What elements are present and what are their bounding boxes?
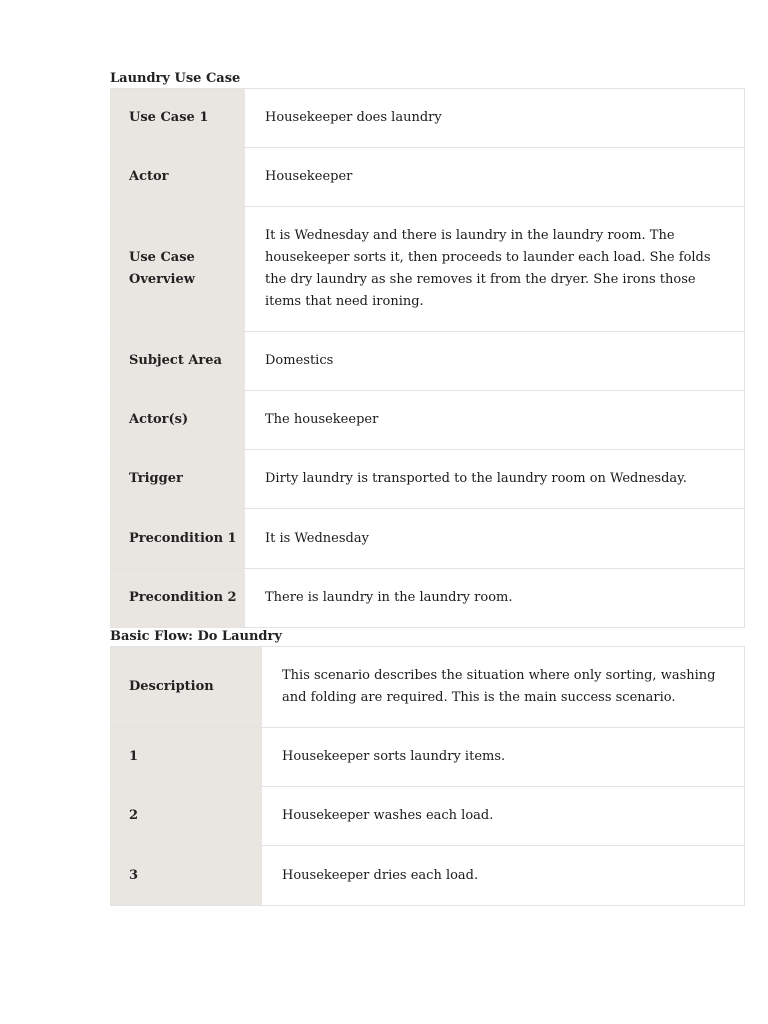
row-value: This scenario describes the situation where only sorting, washing and folding are required. This is the main success scenario. — [262, 647, 745, 728]
row-label: Precondition 1 — [110, 509, 245, 569]
table-row — [110, 509, 745, 569]
table-row — [110, 728, 745, 787]
table-row — [110, 332, 745, 391]
row-label: 2 — [110, 787, 262, 846]
row-label: Use Case 1 — [110, 89, 245, 148]
row-value: There is laundry in the laundry room. — [245, 569, 745, 628]
row-value: Domestics — [245, 332, 745, 391]
row-value: Housekeeper washes each load. — [262, 787, 745, 846]
row-label: Trigger — [110, 450, 245, 509]
row-label: Description — [110, 647, 262, 728]
table-row — [110, 787, 745, 846]
row-value: The housekeeper — [245, 391, 745, 450]
use-case-heading: Laundry Use Case — [110, 71, 241, 86]
row-value: It is Wednesday — [245, 509, 745, 569]
row-label: Actor(s) — [110, 391, 245, 450]
table-row — [110, 391, 745, 450]
row-value: Housekeeper dries each load. — [262, 846, 745, 906]
table-row — [110, 569, 745, 628]
basic-flow-table — [110, 646, 745, 906]
row-label: Precondition 2 — [110, 569, 245, 628]
table-row — [110, 148, 745, 207]
row-value: It is Wednesday and there is laundry in the laundry room. The housekeeper sorts it, then proceeds to launder each load. She folds the dry laundry as she removes it from the dryer. She irons those items that need ironing. — [245, 207, 745, 332]
row-value: Dirty laundry is transported to the laundry room on Wednesday. — [245, 450, 745, 509]
table-row — [110, 207, 745, 332]
row-value: Housekeeper does laundry — [245, 89, 745, 148]
basic-flow-heading: Basic Flow: Do Laundry — [110, 629, 282, 644]
row-label: Actor — [110, 148, 245, 207]
table-row — [110, 89, 745, 148]
row-value: Housekeeper — [245, 148, 745, 207]
row-value: Housekeeper sorts laundry items. — [262, 728, 745, 787]
row-label: Subject Area — [110, 332, 245, 391]
use-case-table — [110, 88, 745, 628]
table-row — [110, 846, 745, 906]
row-label: Use Case Overview — [110, 207, 245, 332]
row-label: 1 — [110, 728, 262, 787]
row-label: 3 — [110, 846, 262, 906]
table-row — [110, 647, 745, 728]
table-row — [110, 450, 745, 509]
